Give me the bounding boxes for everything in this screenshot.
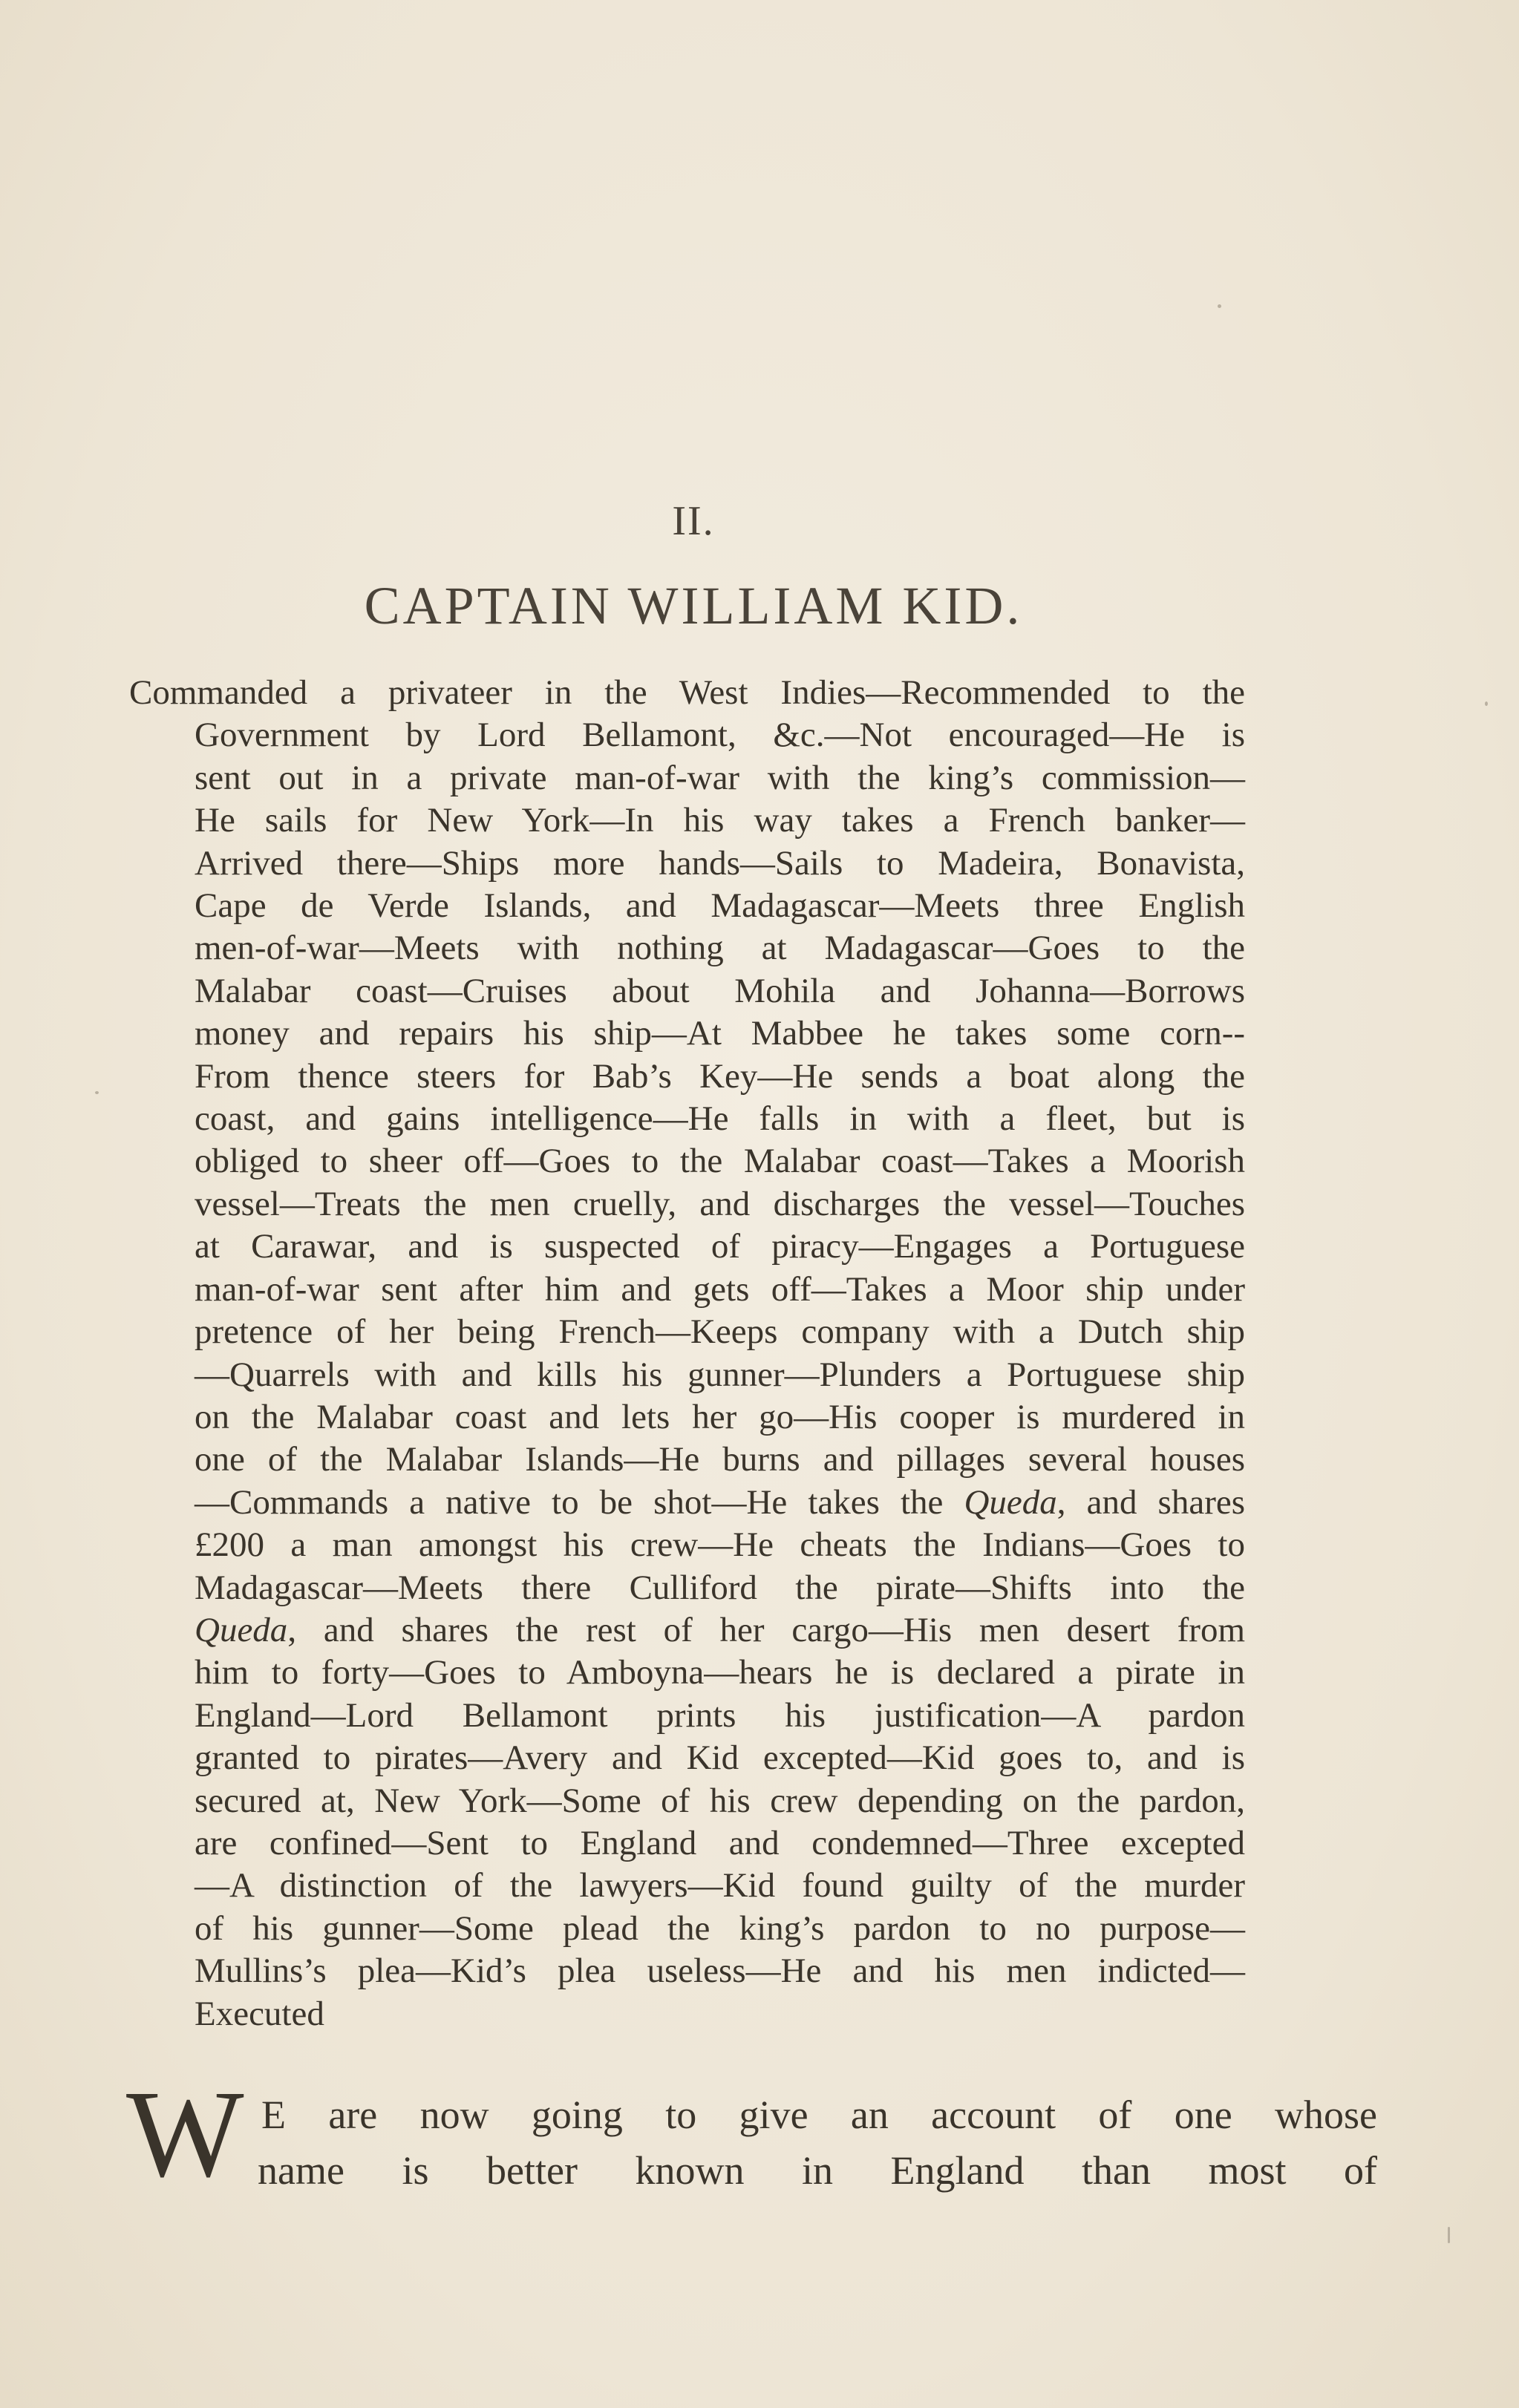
- summary-line: —Quarrels with and kills his gunner—Plunders a Portuguese ship: [195, 1355, 1245, 1394]
- summary-line: [195, 1609, 1245, 1652]
- summary-line: man-of-war sent after him and gets off—Takes a Moor ship under: [195, 1269, 1245, 1309]
- summary-line: sent out in a private man-of-war with the king’s commission—: [195, 758, 1245, 797]
- summary-line: Madagascar—Meets there Culliford the pirate—Shifts into the: [195, 1568, 1245, 1607]
- summary-line: £200 a man amongst his crew—He cheats the Indians—Goes to: [195, 1525, 1245, 1565]
- paper-speck: [95, 1091, 99, 1094]
- paper-speck: [1218, 304, 1221, 308]
- ship-name-queda: Queda: [195, 1610, 288, 1649]
- body-line: E are now going to give an account of one whose: [261, 2093, 1377, 2137]
- summary-line: secured at, New York—Some of his crew depending on the pardon,: [195, 1781, 1245, 1820]
- summary-line: Cape de Verde Islands, and Madagascar—Meets three English: [195, 886, 1245, 926]
- summary-line: Malabar coast—Cruises about Mohila and Johanna—Borrows: [195, 971, 1245, 1010]
- chapter-summary: [129, 672, 1245, 2035]
- summary-line: on the Malabar coast and lets her go—His cooper is murdered in: [195, 1397, 1245, 1436]
- summary-line: [195, 1482, 1245, 1524]
- summary-line: England—Lord Bellamont prints his justification—A pardon: [195, 1695, 1245, 1735]
- summary-line: men-of-war—Meets with nothing at Madagascar—Goes to the: [195, 929, 1245, 968]
- summary-line: are confined—Sent to England and condemned—Three excepted: [195, 1823, 1245, 1862]
- summary-line: granted to pirates—Avery and Kid excepted—Kid goes to, and is: [195, 1738, 1245, 1778]
- ship-name-queda: Queda: [964, 1482, 1057, 1522]
- summary-line: him to forty—Goes to Amboyna—hears he is declared a pirate in: [195, 1653, 1245, 1692]
- summary-text: , and shares: [1056, 1482, 1245, 1522]
- summary-text: , and shares the rest of her cargo—His men desert from: [287, 1610, 1245, 1649]
- summary-line: Commanded a privateer in the West Indies—Recommended to the: [129, 673, 1245, 712]
- summary-line: vessel—Treats the men cruelly, and discharges the vessel—Touches: [195, 1184, 1245, 1223]
- summary-line: obliged to sheer off—Goes to the Malabar coast—Takes a Moorish: [195, 1142, 1245, 1181]
- summary-line: From thence steers for Bab’s Key—He sends a boat along the: [195, 1056, 1245, 1096]
- chapter-title: CAPTAIN WILLIAM KID.: [364, 576, 1023, 635]
- summary-line: coast, and gains intelligence—He falls in with a fleet, but is: [195, 1099, 1245, 1139]
- summary-line: —A distinction of the lawyers—Kid found guilty of the murder: [195, 1866, 1245, 1905]
- summary-line: one of the Malabar Islands—He burns and pillages several houses: [195, 1440, 1245, 1479]
- chapter-number: II.: [672, 498, 715, 544]
- paper-speck: [1485, 701, 1488, 706]
- summary-line: at Carawar, and is suspected of piracy—Engages a Portuguese: [195, 1227, 1245, 1266]
- drop-cap: W: [126, 2065, 244, 2203]
- summary-line: He sails for New York—In his way takes a French banker—: [195, 801, 1245, 840]
- summary-line: money and repairs his ship—At Mabbee he takes some corn--: [195, 1014, 1245, 1053]
- summary-text: —Commands a native to be shot—He takes the: [195, 1482, 964, 1522]
- body-line: name is better known in England than most of: [258, 2148, 1377, 2193]
- body-paragraph: [126, 2065, 1377, 2212]
- summary-line: Mullins’s plea—Kid’s plea useless—He and his men indicted—: [195, 1951, 1245, 1991]
- summary-line: pretence of her being French—Keeps company with a Dutch ship: [195, 1312, 1245, 1352]
- summary-line: Government by Lord Bellamont, &c.—Not encouraged—He is: [195, 716, 1245, 755]
- paper-speck: [1448, 2227, 1450, 2243]
- summary-line: Arrived there—Ships more hands—Sails to Madeira, Bonavista,: [195, 843, 1245, 883]
- summary-line: Executed: [195, 1994, 324, 2033]
- summary-line: of his gunner—Some plead the king’s pardon to no purpose—: [195, 1908, 1245, 1948]
